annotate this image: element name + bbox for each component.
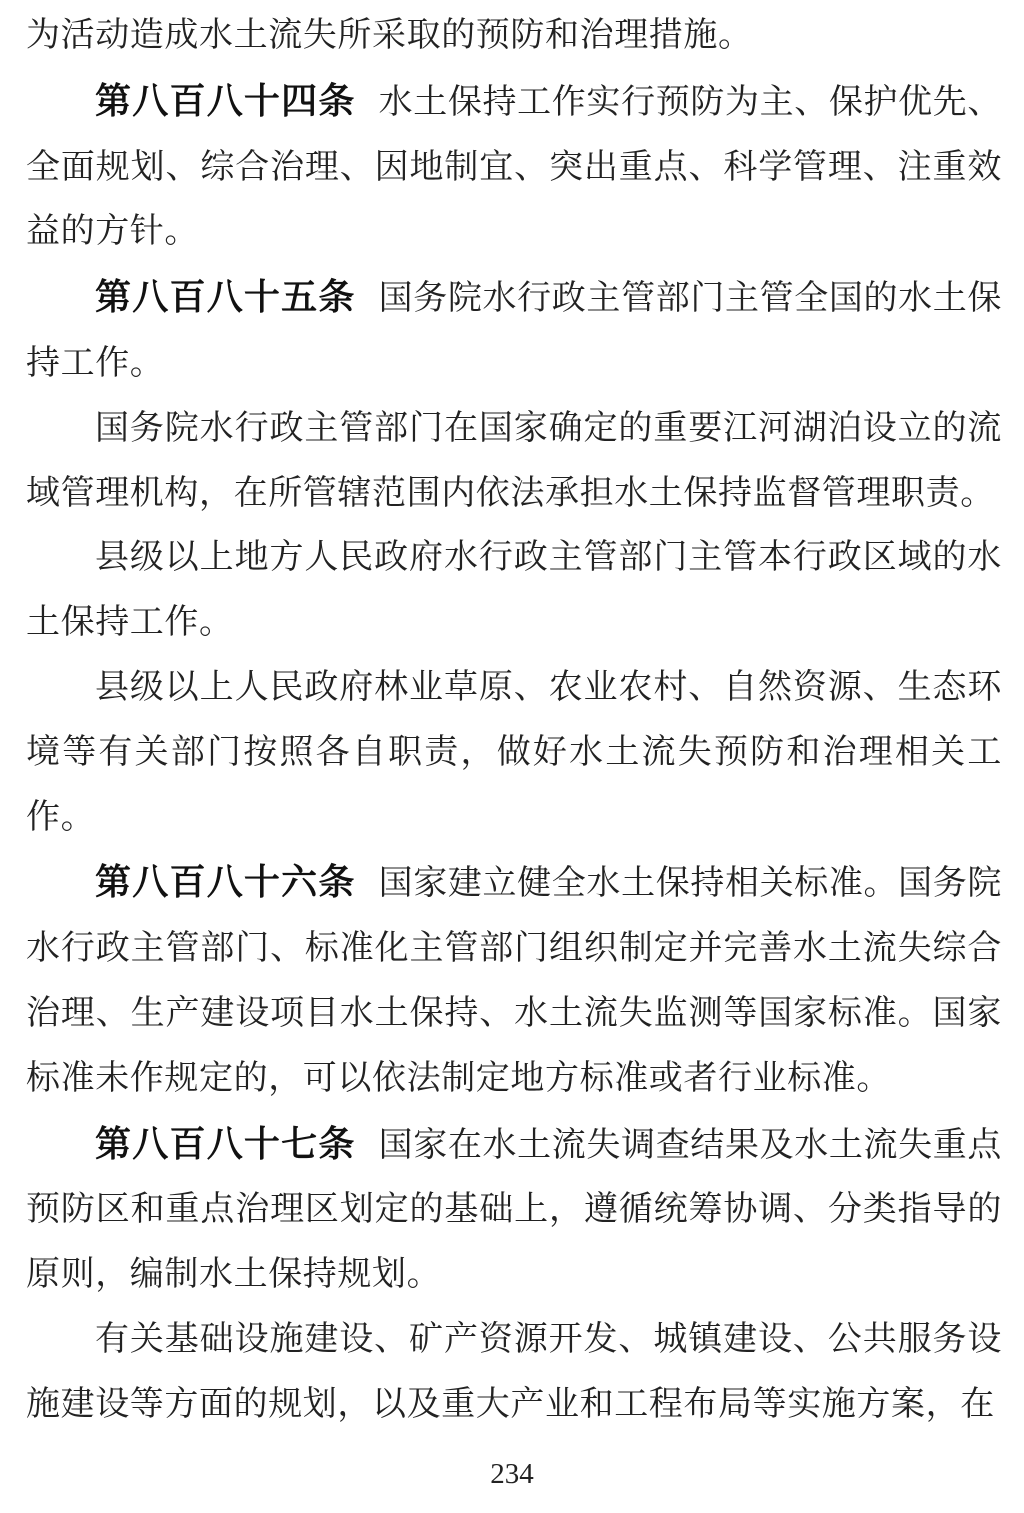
article-number: 第八百八十七条 bbox=[95, 1122, 356, 1164]
article-number: 第八百八十五条 bbox=[95, 276, 356, 318]
article-884-paragraph bbox=[26, 69, 1002, 265]
paragraph-text: 水土保持工作实行预防为主、保护优先、全面规划、综合治理、因地制宜、突出重点、科学管理、注重效益的方针。 bbox=[26, 83, 1002, 251]
article-886-paragraph bbox=[26, 850, 1002, 1111]
article-885-paragraph bbox=[26, 265, 1002, 397]
paragraph-text: 为活动造成水土流失所采取的预防和治理措施。 bbox=[26, 17, 753, 54]
article-885-clause-2 bbox=[26, 397, 1002, 527]
article-887-paragraph bbox=[26, 1112, 1002, 1308]
article-number: 第八百八十四条 bbox=[95, 79, 356, 121]
paragraph-text: 国家建立健全水土保持相关标准。国务院水行政主管部门、标准化主管部门组织制定并完善水土流失综合治理、生产建设项目水土保持、水土流失监测等国家标准。国家标准未作规定的，可以依法制定地方标准或者行业标准。 bbox=[26, 865, 1002, 1097]
document-body bbox=[26, 4, 1002, 1438]
paragraph-text: 国务院水行政主管部门在国家确定的重要江河湖泊设立的流域管理机构，在所管辖范围内依法承担水土保持监督管理职责。 bbox=[26, 409, 1002, 512]
article-885-clause-3 bbox=[26, 526, 1002, 656]
page-footer bbox=[0, 1459, 1024, 1489]
article-885-clause-4 bbox=[26, 656, 1002, 850]
paragraph-text: 县级以上地方人民政府水行政主管部门主管本行政区域的水土保持工作。 bbox=[26, 539, 1002, 642]
page-number: 234 bbox=[490, 1458, 534, 1490]
paragraph-text: 县级以上人民政府林业草原、农业农村、自然资源、生态环境等有关部门按照各自职责，做好水土流失预防和治理相关工作。 bbox=[26, 668, 1002, 836]
article-887-clause-2 bbox=[26, 1308, 1002, 1438]
paragraph-text: 国务院水行政主管部门主管全国的水土保持工作。 bbox=[26, 280, 1002, 382]
paragraph-continuation bbox=[26, 4, 1002, 69]
article-number: 第八百八十六条 bbox=[95, 861, 356, 903]
paragraph-text: 国家在水土流失调查结果及水土流失重点预防区和重点治理区划定的基础上，遵循统筹协调、分类指导的原则，编制水土保持规划。 bbox=[26, 1126, 1002, 1294]
paragraph-text: 有关基础设施建设、矿产资源开发、城镇建设、公共服务设施建设等方面的规划，以及重大产业和工程布局等实施方案，在 bbox=[26, 1320, 1002, 1423]
